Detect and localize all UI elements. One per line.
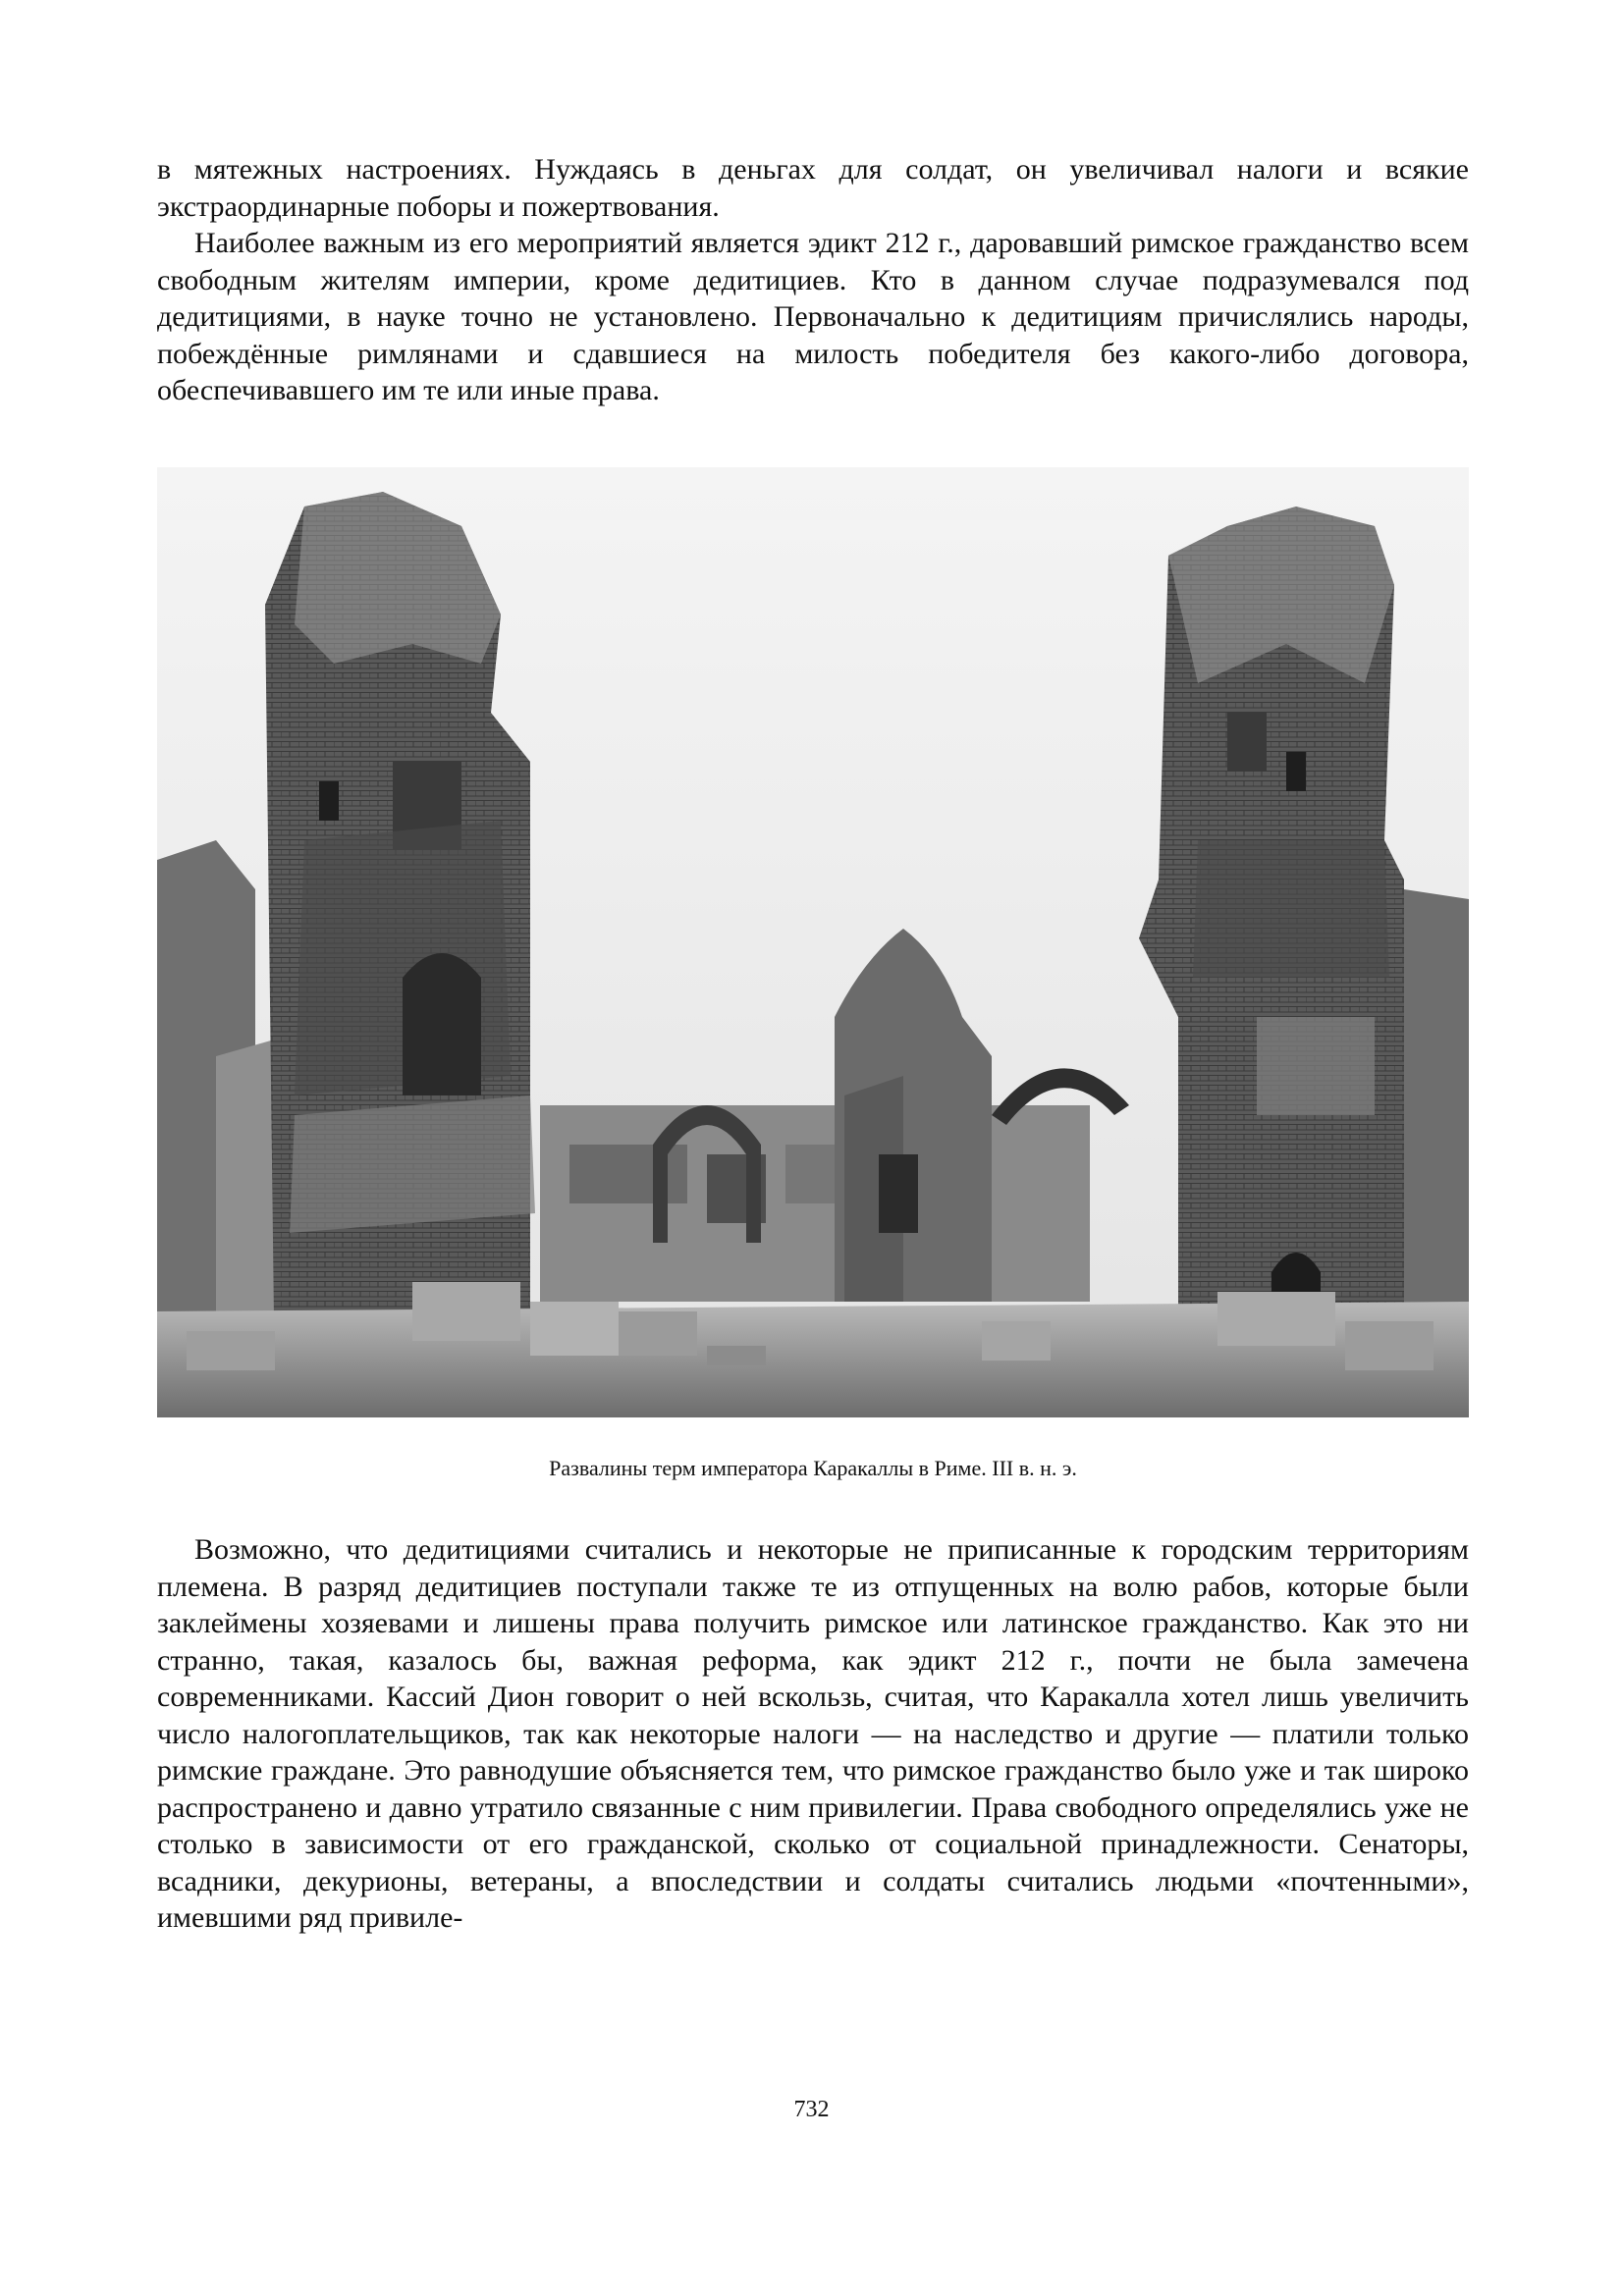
top-text-block [157, 151, 1469, 409]
figure-caption: Развалины терм императора Каракаллы в Риме. III в. н. э. [549, 1456, 1077, 1480]
paragraph-continuation: в мятежных настроениях. Нуждаясь в деньгах для солдат, он увеличивал налоги и всякие экстраординарные поборы и пожертвования. [157, 153, 1469, 223]
bottom-text-block [157, 1531, 1469, 1937]
ruins-illustration [157, 467, 1469, 1417]
paragraph-dediticii: Возможно, что дедитициями считались и некоторые не приписанные к городским территориям племена. В разряд дедитициев поступали также те из отпущенных на волю рабов, которые были заклеймены хозяевами и лишены права получить римское или латинское гражданство. Как это ни странно, такая, казалось бы, важная реформа, как эдикт 212 г., почти не была замечена современниками. Кассий Дион говорит о ней вскользь, считая, что Каракалла хотел лишь увеличить число налогоплательщиков, так как некоторые налоги — на наследство и другие — платили только римские граждане. Это равнодушие объясняется тем, что римское гражданство было уже и так широко распространено и давно утратило связанные с ним привилегии. Права свободного определялись уже не столько в зависимости от его гражданской, сколько от социальной принадлежности. Сенаторы, всадники, декурионы, ветераны, а впоследствии и солдаты считались людьми «почтенными», имевшими ряд привиле- [157, 1533, 1469, 1934]
page-number: 732 [793, 2097, 830, 2122]
paragraph-edict-212: Наиболее важным из его мероприятий является эдикт 212 г., даровавший римское гражданство всем свободным жителям империи, кроме дедитициев. Кто в данном случае подразумевался под дедитициями, в науке точно не установлено. Первоначально к дедитициям причислялись народы, побеждённые римлянами и сдавшиеся на милость победителя без какого-либо договора, обеспечивавшего им те или иные права. [157, 227, 1469, 406]
photo-baths-of-caracalla [157, 467, 1469, 1417]
